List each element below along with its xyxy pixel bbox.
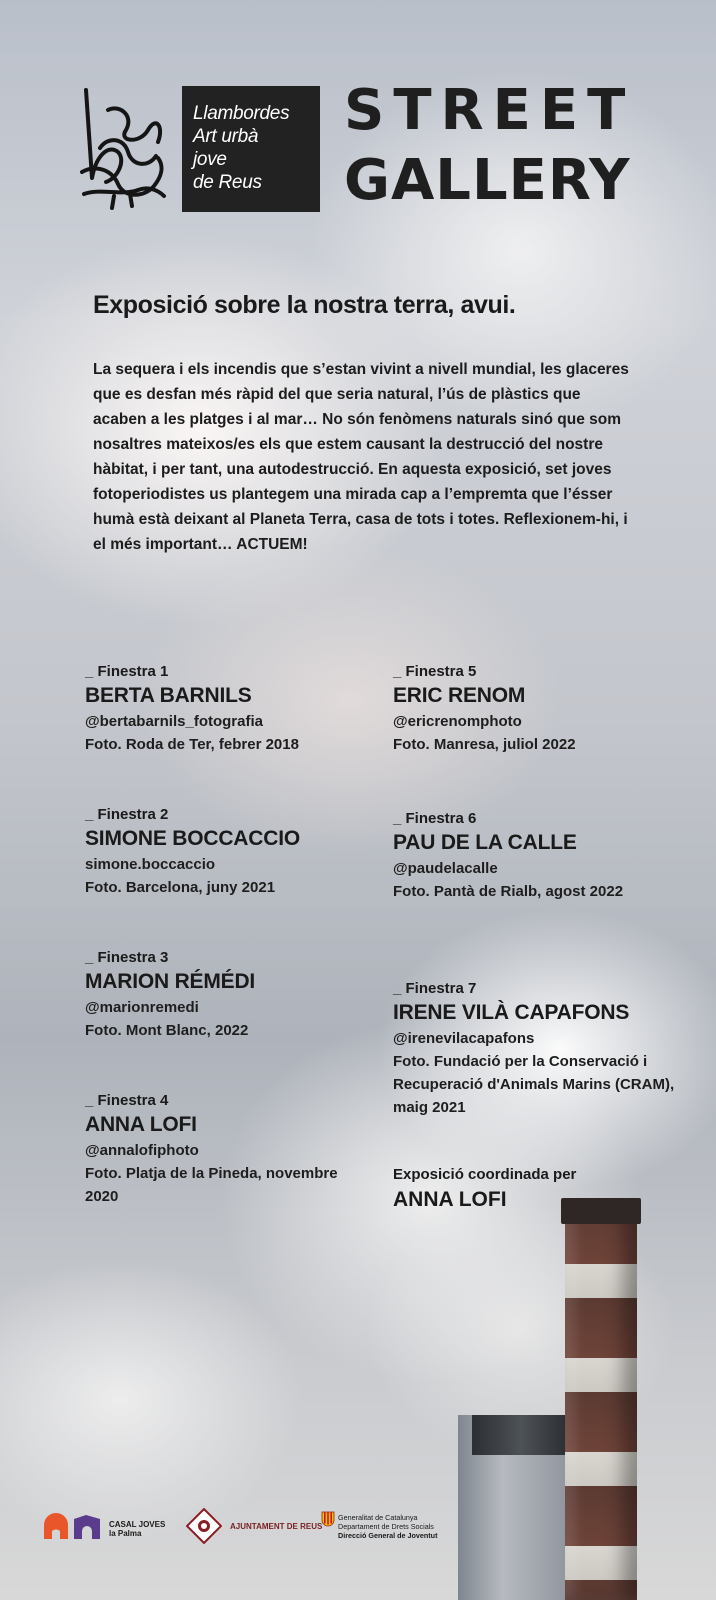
window-label: _ Finestra 6: [393, 810, 477, 827]
window-entry-2: [85, 805, 375, 948]
artist-handle: @marionremedi: [85, 999, 199, 1016]
photo-caption: Foto. Pantà de Rialb, agost 2022: [393, 883, 624, 900]
graffiti-tag-logo-icon: [78, 86, 168, 210]
generalitat-label: [338, 1513, 437, 1540]
window-entry-4: [85, 1091, 375, 1234]
window-entry-7: [393, 979, 693, 1164]
llambordes-brand-box: [182, 86, 320, 212]
artist-handle: simone.boccaccio: [85, 856, 216, 873]
windows-column-left: [85, 662, 375, 1234]
photo-caption: Foto. Barcelona, juny 2021: [85, 879, 276, 896]
intro-paragraph: La sequera i els incendis que s’estan vivint a nivell mundial, les glaceres que es desfan més ràpid del que seria natural, l’ús de plàstics que acaben a les platges i al mar… No són fenòmens naturals sinó que som nosaltres mateixos/es els que estem causant la destrucció del nostre hàbitat, i per tant, una autodestrucció. En aquesta exposició, set joves fotoperiodistes us plantegem una mirada cap a l’empremta que l’ésser humà està deixant al Planeta Terra, casa de tots i totes. Reflexionem-hi, i el més important… ACTUEM!: [93, 361, 629, 553]
short-chimney-top: [472, 1415, 570, 1455]
photo-caption: Foto. Fundació per la Conservació i Recuperació d'Animals Marins (CRAM), maig 2021: [393, 1053, 675, 1116]
windows-column-right: [393, 662, 693, 1214]
window-label: _ Finestra 4: [85, 1092, 169, 1109]
brand-line: Llambordes: [193, 103, 290, 124]
window-entry-1: [85, 662, 375, 805]
window-label: _ Finestra 7: [393, 980, 477, 997]
artist-name: MARION RÉMÉDI: [85, 970, 256, 993]
photo-caption: Foto. Roda de Ter, febrer 2018: [85, 736, 299, 753]
casal-joves-house-icon: [42, 1513, 102, 1539]
window-entry-3: [85, 948, 375, 1091]
ajuntament-label: AJUNTAMENT DE REUS: [230, 1522, 323, 1531]
gen-line-1: Generalitat de Catalunya: [338, 1513, 418, 1522]
artist-name: SIMONE BOCCACCIO: [85, 827, 300, 850]
brand-line: jove: [193, 149, 227, 170]
artist-handle: @annalofiphoto: [85, 1142, 199, 1159]
window-entry-5: [393, 662, 693, 809]
photo-caption: Foto. Manresa, juliol 2022: [393, 736, 576, 753]
artist-handle: @paudelacalle: [393, 860, 498, 877]
tall-striped-chimney: [565, 1204, 637, 1600]
title-line-gallery: GALLERY: [344, 148, 631, 213]
photo-caption: Foto. Platja de la Pineda, novembre 2020: [85, 1165, 338, 1205]
window-label: _ Finestra 1: [85, 663, 169, 680]
gen-line-3: Direcció General de Joventut: [338, 1531, 438, 1540]
artist-name: IRENE VILÀ CAPAFONS: [393, 1001, 630, 1024]
artist-name: ANNA LOFI: [85, 1113, 197, 1136]
window-label: _ Finestra 5: [393, 663, 477, 680]
photo-caption: Foto. Mont Blanc, 2022: [85, 1022, 249, 1039]
exhibition-headline: Exposició sobre la nostra terra, avui.: [93, 291, 516, 319]
artist-name: BERTA BARNILS: [85, 684, 252, 707]
street-gallery-title: [344, 76, 674, 216]
title-line-street: STREET: [344, 78, 635, 143]
coordination-label: Exposició coordinada per: [393, 1166, 577, 1183]
gen-line-2: Departament de Drets Socials: [338, 1522, 434, 1531]
ajuntament-reus-seal-icon: [186, 1508, 222, 1544]
casal-line-1: CASAL JOVES: [109, 1520, 166, 1529]
window-label: _ Finestra 3: [85, 949, 169, 966]
sponsor-logos: [40, 1508, 460, 1548]
window-label: _ Finestra 2: [85, 806, 169, 823]
generalitat-shield-icon: [321, 1511, 335, 1527]
artist-handle: @bertabarnils_fotografia: [85, 713, 263, 730]
artist-handle: @irenevilacapafons: [393, 1030, 535, 1047]
window-entry-6: [393, 809, 693, 979]
artist-handle: @ericrenomphoto: [393, 713, 522, 730]
brand-line: de Reus: [193, 172, 262, 193]
artist-name: ERIC RENOM: [393, 684, 526, 707]
casal-line-2: la Palma: [109, 1529, 142, 1538]
coordination-block: [393, 1164, 693, 1214]
brand-line: Art urbà: [193, 126, 259, 147]
casal-joves-label: [109, 1520, 165, 1538]
coordinator-name: ANNA LOFI: [393, 1188, 507, 1211]
artist-name: PAU DE LA CALLE: [393, 831, 577, 854]
